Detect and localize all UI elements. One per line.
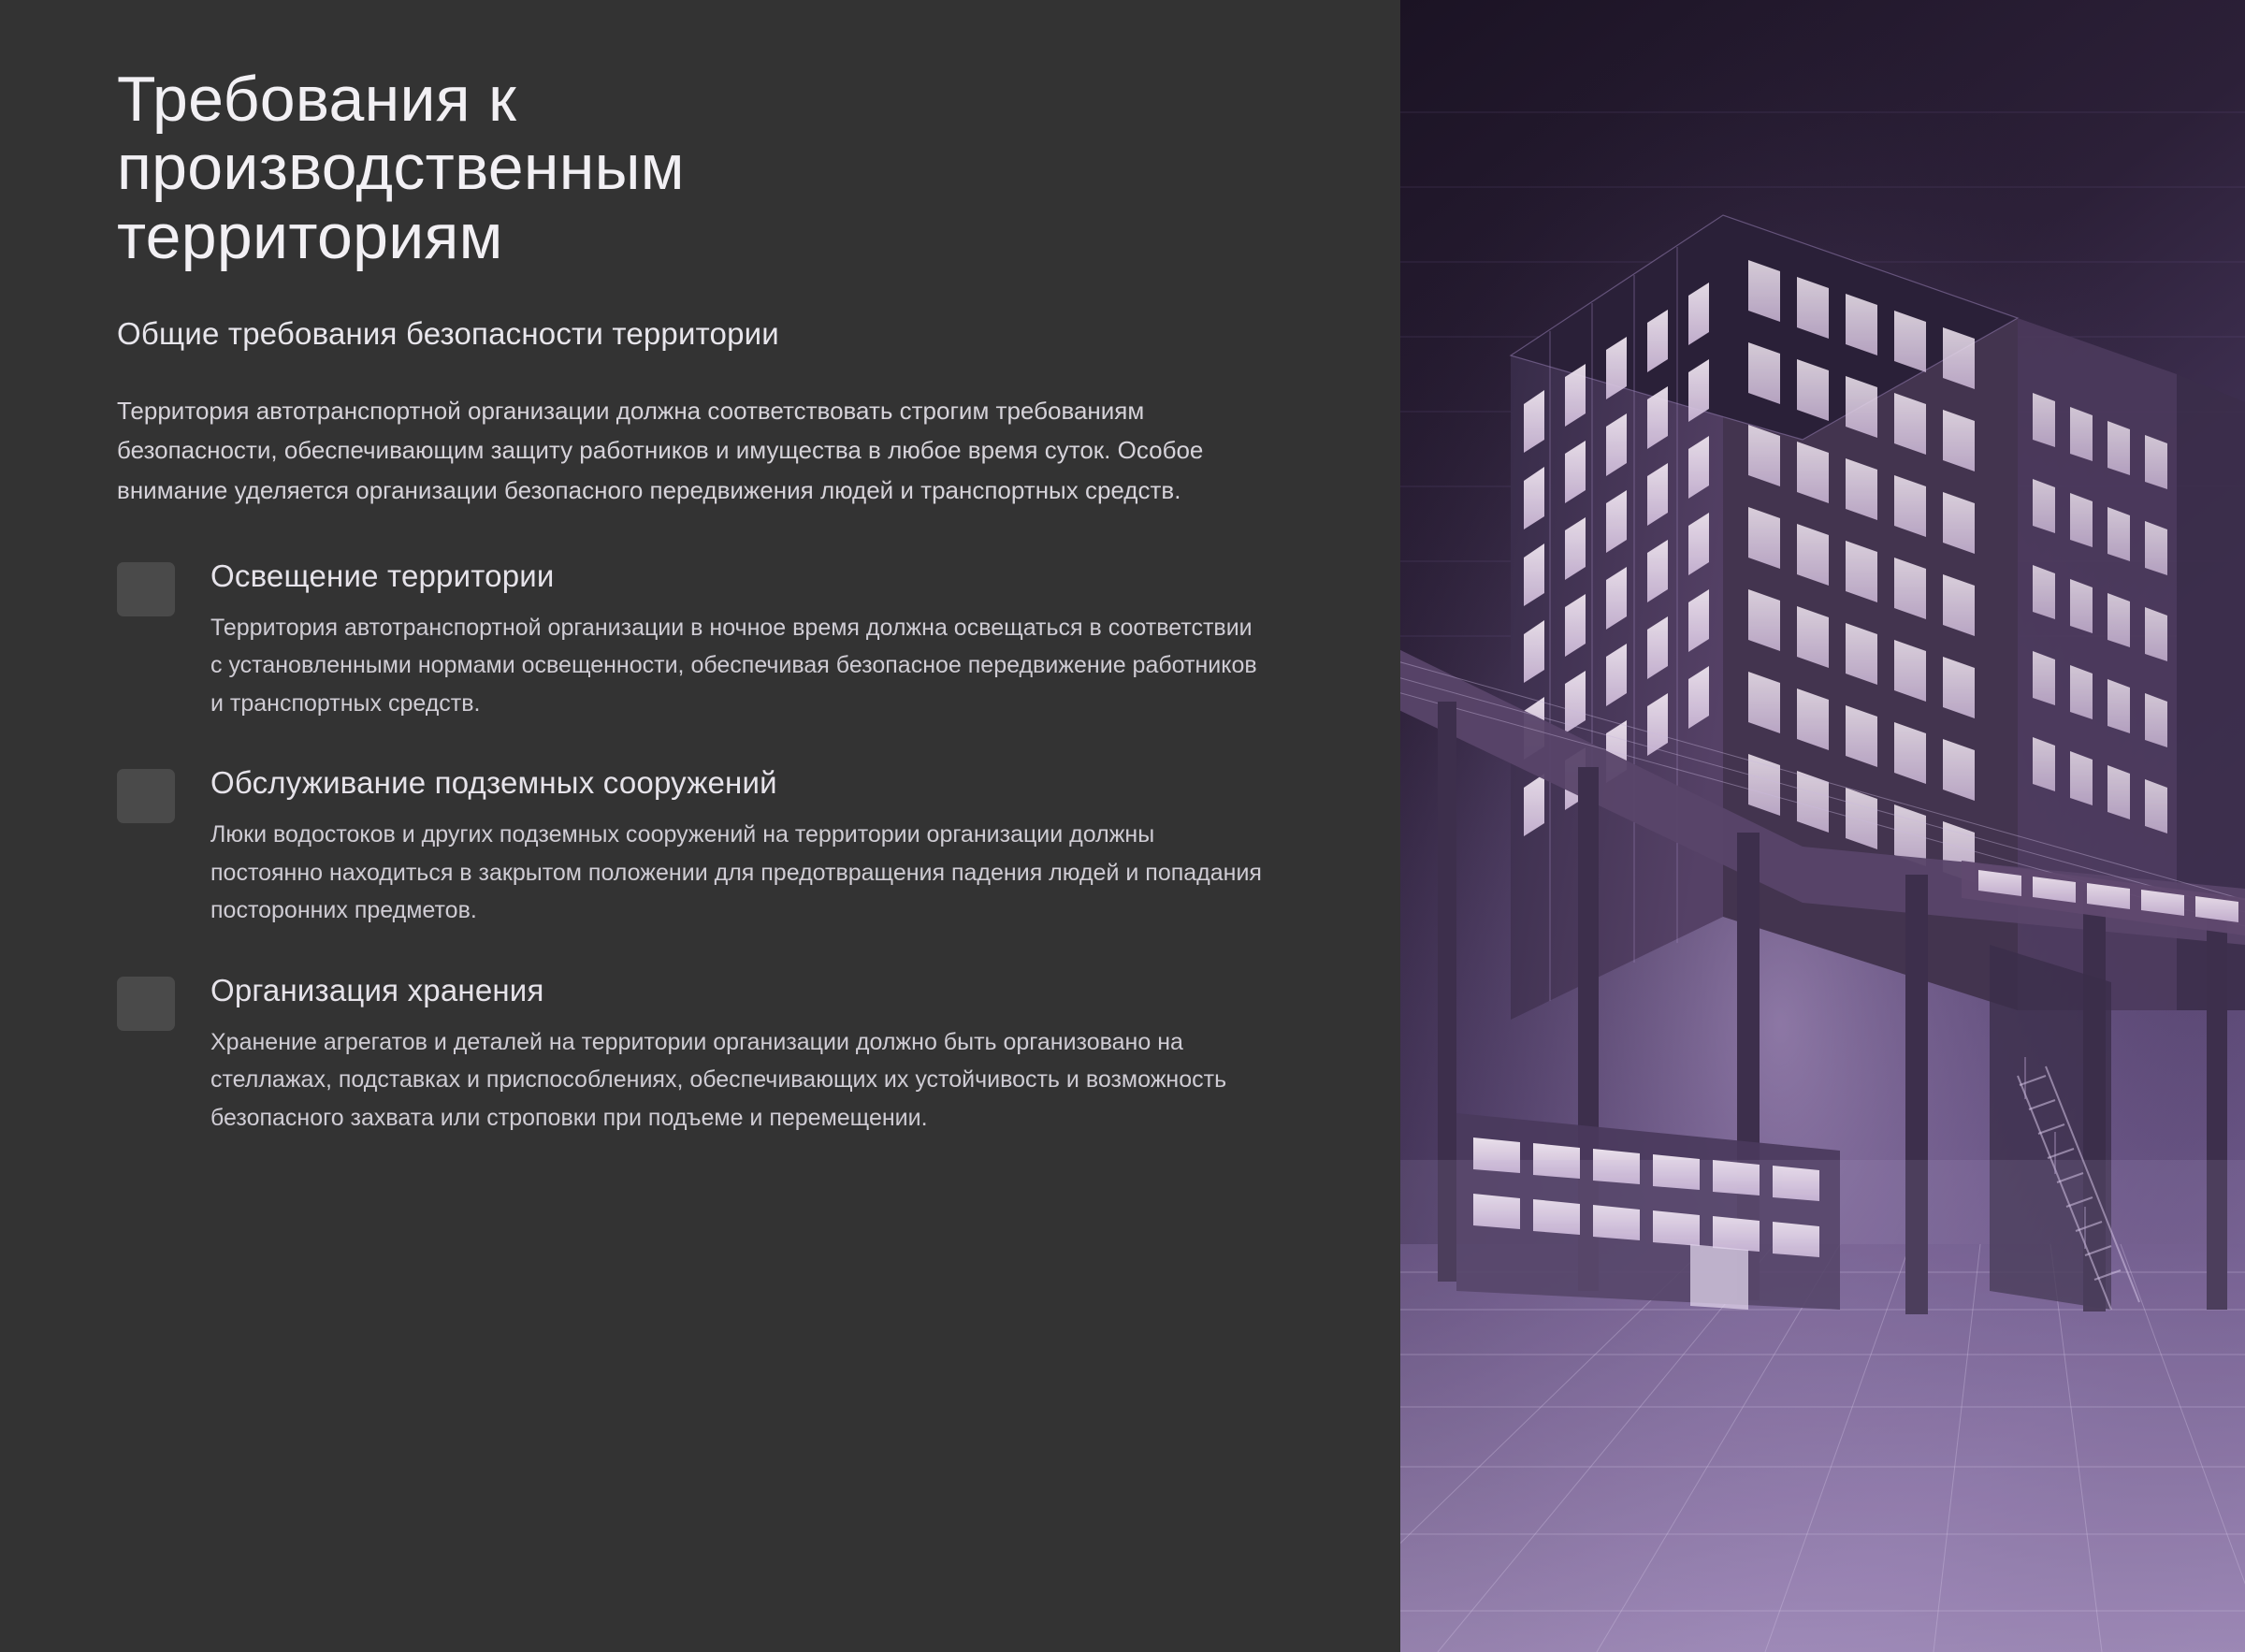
- bullet-square-icon: [117, 769, 175, 823]
- list-item-text: Территория автотранспортной организации в ночное время должна освещаться в соответствии с установленными нормами освещенности, обеспечивая безопасное передвижение работников и транспортных средств.: [210, 614, 1257, 717]
- bullet-square-icon: [117, 562, 175, 616]
- list-item-title: Освещение территории: [210, 558, 555, 593]
- list-item-text: Хранение агрегатов и деталей на территории организации должно быть организовано на стеллажах, подставках и приспособлениях, обеспечивающих их устойчивость и возможность безопасного захвата или строповки при подъеме и перемещении.: [210, 1028, 1227, 1131]
- list-item: [117, 973, 1269, 1138]
- list-item: [117, 765, 1269, 930]
- illustration-pane: [1400, 0, 2245, 1652]
- page-title: Требования к производственным территориям: [117, 64, 685, 272]
- list-item-body: [210, 765, 1269, 930]
- list-item-body: [210, 558, 1269, 723]
- list-item-text: Люки водостоков и других подземных сооружений на территории организации должны постоянно находиться в закрытом положении для предотвращения падения людей и попадания посторонних предметов.: [210, 821, 1262, 924]
- list-item-title: Организация хранения: [210, 972, 544, 1007]
- bullet-square-icon: [117, 977, 175, 1031]
- list-item-body: [210, 973, 1269, 1138]
- section-subtitle: Общие требования безопасности территории: [117, 316, 779, 352]
- feature-list: [117, 558, 1269, 1138]
- industrial-building-wireframe-illustration: [1400, 0, 2245, 1652]
- list-item: [117, 558, 1269, 723]
- list-item-title: Обслуживание подземных сооружений: [210, 765, 777, 801]
- intro-paragraph: Территория автотранспортной организации должна соответствовать строгим требованиям безопасности, обеспечивающим защиту работников и имущества в любое время суток. Особое внимание уделяется организации безопасного передвижения людей и транспортных средств.: [117, 397, 1204, 504]
